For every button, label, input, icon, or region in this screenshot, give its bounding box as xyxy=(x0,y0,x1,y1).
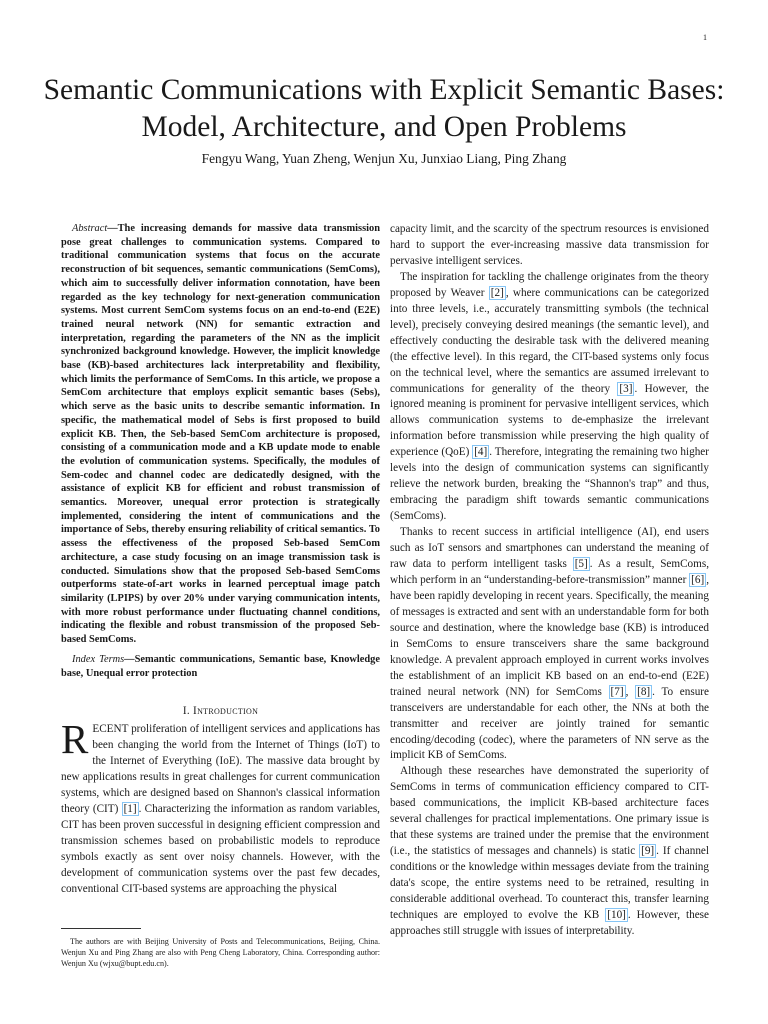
footnote xyxy=(61,936,380,969)
text-run: . However, these approaches still struggle with issues of interpretability. xyxy=(390,908,709,937)
text-run: . To ensure transceivers are understandable for each other, the NNs at both the transmitter and receiver are jointly trained for semantic encoding/decoding (codec), where the parameters of NN serve as the implicit KB of SemComs. xyxy=(390,685,709,762)
index-terms xyxy=(61,653,380,680)
intro-paragraph-1 xyxy=(61,716,380,897)
abstract-text: —The increasing demands for massive data transmission pose great challenges to communication systems. Compared to traditional communication systems that focus on the accurate reconstruction of bit sequences, semantic communications (SemComs), which aim to successfully deliver information connotation, have been regarded as the key technology for next-generation communication systems. Most current SemCom systems focus on an end-to-end (E2E) trained neural network (NN) for semantic extraction and interpretation, regarding the parameters of the NN as the implicit synchronized background knowledge. However, the implicit knowledge base (KB)-based architectures lack interpretability and flexibility, which limits the performance of SemComs. In this article, we propose a SemCom architecture that employs explicit semantic bases (Sebs), which serve as the basic units to describe semantic information. In specific, the mathematical model of Sebs is first proposed to build explicit KB. Then, the Seb-based SemCom architecture is proposed, consisting of a communication mode and a KB update mode to enable the evolution of communication systems. Specifically, the modules of Sem-codec and channel codec are dedicatedly designed, with the assistance of explicit KB for efficient and robust transmission of semantics. Moreover, unequal error protection is strategically implemented, considering the intent of communications and the importance of Sebs, thereby ensuring reliability of critical semantics. To assess the effectiveness of the proposed Seb-based SemCom architecture, a case study focusing on an image transmission task is conducted. Simulations show that the proposed Seb-based SemComs outperforms state-of-art works in learned perceptual image patch similarity (LPIPS) by over 20% under varying communication intents, with more robust performance under fluctuating channel conditions, indicating the flexible and robust transmission of the proposed Seb-based SemComs. xyxy=(61,223,380,646)
right-column xyxy=(390,222,709,940)
abstract-label: Abstract xyxy=(72,223,108,234)
citation-link[interactable]: [8] xyxy=(637,685,651,698)
citation-link[interactable]: [6] xyxy=(691,573,705,586)
right-paragraph-2 xyxy=(390,270,709,525)
right-paragraph-4 xyxy=(390,764,709,939)
footnote-rule xyxy=(61,928,141,929)
citation-link[interactable]: [5] xyxy=(574,558,588,571)
text-run: , where communications can be categorized into three levels, i.e., accurately transmitting symbols (the technical level), precisely conveying desired meanings (the semantic level), and effectively conducting the desirable task with the delivered meaning (the effective level). In this regard, the CIT-based systems only focus on the technical level, where the semantics are assumed irrelevant to communications for generality of the theory xyxy=(390,286,709,395)
citation-link[interactable]: [4] xyxy=(474,446,488,459)
citation-link[interactable]: [3] xyxy=(619,382,633,395)
text-run: The inspiration for tackling the challenge originates from the theory proposed by Weaver xyxy=(390,270,709,299)
text-run: . If channel conditions or the knowledge within messages deviate from the training data's scope, the entire systems need to be retrained, resulting in considerable additional overhead. To counteract this, transfer learning techniques are employed to evolve the KB xyxy=(390,845,709,921)
citation-link[interactable]: [2] xyxy=(490,286,504,299)
index-terms-label: Index Terms xyxy=(72,653,125,665)
drop-cap: R xyxy=(61,716,89,763)
author-list: Fengyu Wang, Yuan Zheng, Wenjun Xu, Junxiao Liang, Ping Zhang xyxy=(201,151,567,166)
text-run: Although these researches have demonstrated the superiority of SemComs in terms of communication efficiency compared to CIT-based communications, the implicit KB-based architecture faces several challenges for practical implementations. One primary issue is that these systems are trained under the premise that the environment (i.e., the statistics of messages and channels) is static xyxy=(390,765,709,858)
paper-title: Semantic Communications with Explicit Semantic Bases: Model, Architecture, and Open Problems xyxy=(43,74,725,143)
footnote-text: The authors are with Beijing University of Posts and Telecommunications, Beijing, China. Wenjun Xu and Ping Zhang are also with Peng Cheng Laboratory, China. Corresponding author: Wenjun Xu (wjxu@bupt.edu.cn). xyxy=(61,937,380,968)
text-run: , xyxy=(625,685,636,698)
right-paragraph-1: capacity limit, and the scarcity of the spectrum resources is envisioned hard to support the ever-increasing massive data transmission for pervasive intelligent services. xyxy=(390,223,709,267)
intro-p1-tail: . Characterizing the information as random variables, CIT has been proven successful in designing efficient compression and transmission schemes based on probabilistic models to reproduce symbols exactly as sent over noisy channels. However, with the development of communication systems over the past few decades, conventional CIT-based systems are approaching the physical xyxy=(61,802,380,895)
left-column xyxy=(61,222,380,898)
citation-link[interactable]: [1] xyxy=(123,802,137,815)
text-run: Thanks to recent success in artificial intelligence (AI), end users such as IoT sensors and smartphones can understand the meaning of raw data to perform intelligent tasks xyxy=(390,526,709,571)
text-run: , have been rapidly developing in recent years. Specifically, the meaning of messages is extracted and sent with an understandable form for both source and destination, where the knowledge base (KB) is introduced in SemComs to ensure transceivers share the same background knowledge. A prevalent approach employed in current works involves the establishment of an implicit KB based on an end-to-end (E2E) trained neural network (NN) for SemComs xyxy=(390,573,709,698)
page-number: 1 xyxy=(703,33,707,42)
text-run: . As a result, SemComs, which perform in an “understanding-before-transmission” manner xyxy=(390,558,709,586)
citation-link[interactable]: [7] xyxy=(610,685,624,698)
citation-link[interactable]: [9] xyxy=(641,845,655,858)
text-run: . However, the ignored meaning is prominent for pervasive intelligent services, which allows communication systems to de-emphasize the irrelevant information before transmission while preserving the high quality of experience (QoE) xyxy=(390,382,709,459)
abstract xyxy=(61,222,380,647)
citation-link[interactable]: [10] xyxy=(607,908,626,921)
intro-p1-lead: ECENT proliferation of intelligent services and applications has been changing the world from the Internet of Things (IoT) to the Internet of Everything (IoE). The massive data brought by new applications results in great challenges for current communication systems, which are designed based on Shannon's classical information theory (CIT) xyxy=(61,723,380,815)
section-heading-introduction: I. Introduction xyxy=(182,705,259,718)
index-terms-text: —Semantic communications, Semantic base, Knowledge base, Unequal error protection xyxy=(61,653,380,679)
right-paragraph-3 xyxy=(390,525,709,764)
text-run: . Therefore, integrating the remaining two higher levels into the design of communication systems can significantly relieve the network burden, breaking the “Shannon's trap” and thus, embracing the paradigm shift towards semantic communications (SemComs). xyxy=(390,446,709,523)
